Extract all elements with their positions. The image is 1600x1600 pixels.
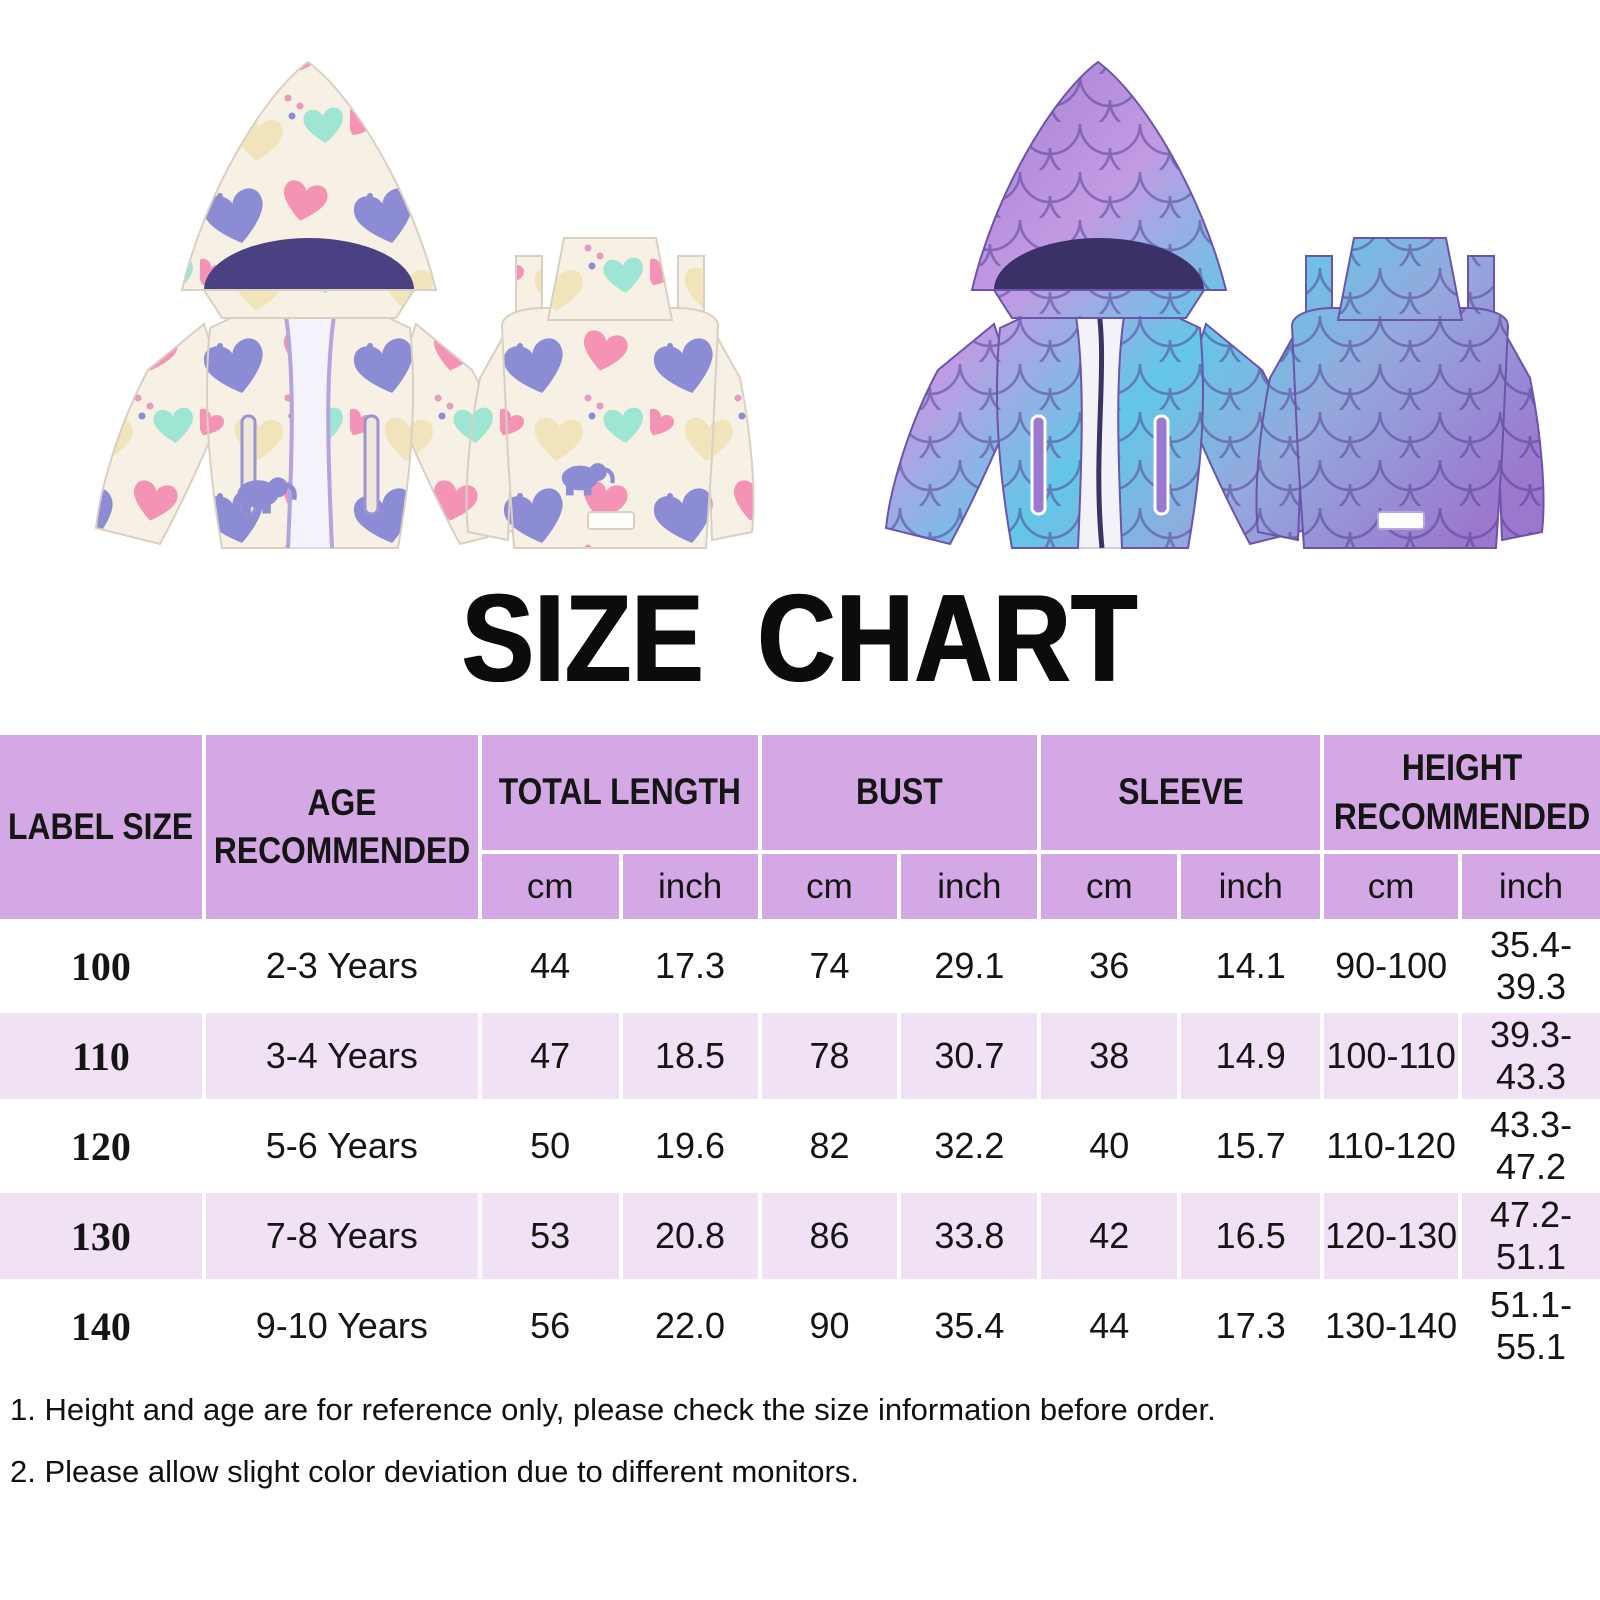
table-cell: 33.8 [901,1193,1037,1279]
table-cell: 17.3 [623,923,758,1009]
unit-header-inch: inch [1181,854,1320,919]
table-cell: 35.4 [901,1283,1037,1369]
pocket-zip [1032,416,1045,514]
col-header-sleeve: SLEEVE [1041,735,1320,850]
table-cell: 140 [0,1283,202,1369]
table-cell: 110 [0,1013,202,1099]
heart-jacket-back [467,238,754,548]
table-cell: 22.0 [623,1283,758,1369]
table-cell: 53 [482,1193,619,1279]
unit-header-cm: cm [1041,854,1177,919]
table-cell: 50 [482,1103,619,1189]
table-cell: 30.7 [901,1013,1037,1099]
mermaid-jacket-image [840,26,1560,566]
note-2: 2. Please allow slight color deviation due to different monitors. [10,1454,859,1489]
unit-header-inch: inch [623,854,758,919]
table-cell: 120-130 [1324,1193,1458,1279]
table-cell: 20.8 [623,1193,758,1279]
table-cell: 100-110 [1324,1013,1458,1099]
table-cell: 130 [0,1193,202,1279]
table-cell: 2-3 Years [206,923,478,1009]
table-cell: 78 [762,1013,898,1099]
table-cell: 47.2-51.1 [1462,1193,1600,1279]
col-header-age: AGE RECOMMENDED [206,735,478,919]
table-cell: 9-10 Years [206,1283,478,1369]
table-cell: 18.5 [623,1013,758,1099]
table-cell: 51.1-55.1 [1462,1283,1600,1369]
footnotes [10,1392,1590,1516]
table-cell: 82 [762,1103,898,1189]
table-cell: 47 [482,1013,619,1099]
table-cell: 120 [0,1103,202,1189]
heart-jacket-image [50,26,770,566]
table-cell: 17.3 [1181,1283,1320,1369]
col-header-bust: BUST [762,735,1038,850]
table-cell: 29.1 [901,923,1037,1009]
unit-header-inch: inch [1462,854,1600,919]
unit-header-inch: inch [901,854,1037,919]
mermaid-jacket-front [886,62,1314,548]
heart-jacket-front [96,62,524,548]
table-cell: 130-140 [1324,1283,1458,1369]
table-cell: 43.3-47.2 [1462,1103,1600,1189]
pocket-zip [365,416,378,514]
table-cell: 74 [762,923,898,1009]
unit-header-cm: cm [482,854,619,919]
table-cell: 32.2 [901,1103,1037,1189]
col-header-total-length: TOTAL LENGTH [482,735,758,850]
mermaid-jacket-back [1257,238,1544,548]
table-cell: 38 [1041,1013,1177,1099]
table-cell: 16.5 [1181,1193,1320,1279]
pocket-zip [1155,416,1168,514]
table-cell: 100 [0,923,202,1009]
unit-header-cm: cm [762,854,898,919]
col-header-label-size: LABEL SIZE [0,735,202,919]
table-cell: 56 [482,1283,619,1369]
note-1: 1. Height and age are for reference only, please check the size information before order. [10,1392,1216,1427]
table-cell: 5-6 Years [206,1103,478,1189]
table-cell: 15.7 [1181,1103,1320,1189]
table-cell: 44 [1041,1283,1177,1369]
unit-header-cm: cm [1324,854,1458,919]
size-chart-table [0,735,1600,1369]
table-cell: 3-4 Years [206,1013,478,1099]
back-hem-tag [588,512,634,529]
table-cell: 42 [1041,1193,1177,1279]
table-cell: 19.6 [623,1103,758,1189]
table-cell: 44 [482,923,619,1009]
table-cell: 14.9 [1181,1013,1320,1099]
table-cell: 90 [762,1283,898,1369]
col-header-height: HEIGHT RECOMMENDED [1324,735,1600,850]
table-cell: 7-8 Years [206,1193,478,1279]
table-cell: 36 [1041,923,1177,1009]
table-cell: 110-120 [1324,1103,1458,1189]
table-cell: 35.4-39.3 [1462,923,1600,1009]
table-cell: 86 [762,1193,898,1279]
table-cell: 14.1 [1181,923,1320,1009]
table-cell: 39.3-43.3 [1462,1013,1600,1099]
table-cell: 90-100 [1324,923,1458,1009]
page-title: SIZE CHART [462,568,1138,708]
back-hem-tag [1378,512,1424,529]
table-cell: 40 [1041,1103,1177,1189]
